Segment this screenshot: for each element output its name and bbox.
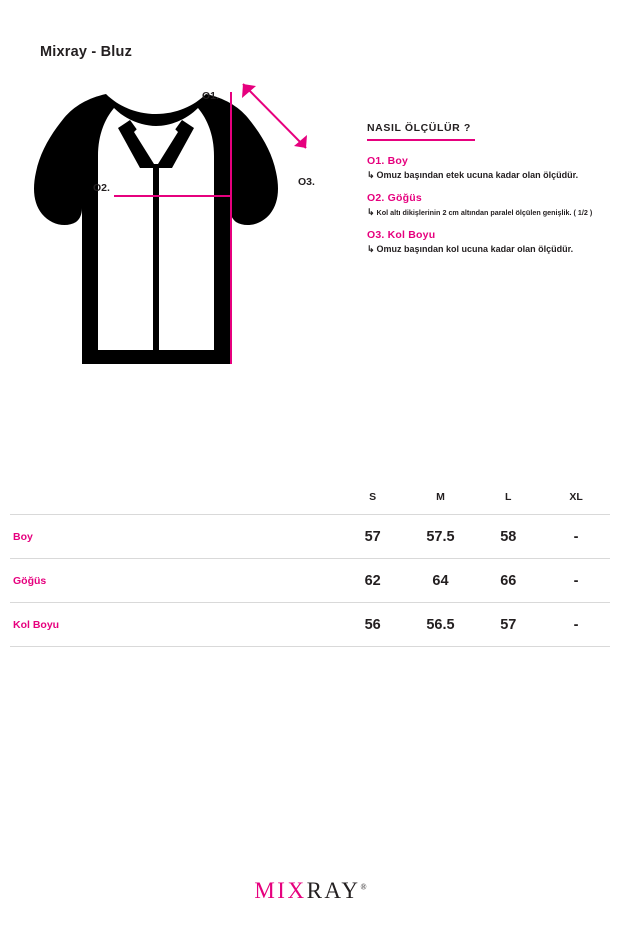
brand-logo-ray: RAY (306, 878, 361, 903)
callout-02-label: O2. (93, 182, 110, 194)
cell-boy-m: 57.5 (426, 528, 455, 545)
cell-gogus-s: 62 (364, 572, 381, 589)
cell-kol-boyu-m: 56.5 (426, 616, 455, 633)
hook-arrow-icon: ↳ (367, 207, 375, 217)
cell-boy-l: 58 (500, 528, 517, 545)
howto-label-boy: O1. Boy (367, 155, 409, 167)
table-corner-cell (10, 480, 339, 515)
row-label-gogus: Göğüs (13, 574, 47, 587)
callout-01-label: O1. (202, 90, 219, 102)
howto-item-boy (367, 155, 621, 181)
column-header-m: M (436, 491, 445, 503)
cell-boy-xl: - (573, 528, 579, 545)
howto-desc-boy: ↳ Omuz başından etek ucuna kadar olan ölçüdür. (367, 170, 579, 180)
howto-item-kol-boyu (367, 229, 621, 255)
table-row (10, 515, 610, 559)
page-title: Mixray - Bluz (40, 44, 133, 60)
hook-arrow-icon: ↳ (367, 170, 375, 180)
row-label-kol-boyu: Kol Boyu (13, 618, 60, 631)
table-row (10, 603, 610, 647)
hook-arrow-icon: ↳ (367, 244, 375, 254)
how-to-measure-heading: NASIL ÖLÇÜLÜR ? (367, 122, 475, 141)
howto-label-kol-boyu: O3. Kol Boyu (367, 229, 436, 241)
cell-gogus-m: 64 (432, 572, 449, 589)
table-header-row (10, 480, 610, 515)
cell-gogus-l: 66 (500, 572, 517, 589)
column-header-l: L (505, 491, 512, 503)
cell-boy-s: 57 (364, 528, 381, 545)
size-table-head (10, 480, 610, 515)
howto-label-gogus: O2. Göğüs (367, 192, 422, 204)
brand-logo-mix: MIX (254, 878, 307, 903)
placket-line (153, 164, 159, 350)
row-label-boy: Boy (13, 530, 33, 543)
cell-kol-boyu-l: 57 (500, 616, 517, 633)
cell-kol-boyu-xl: - (573, 616, 579, 633)
table-bottom-divider (10, 646, 610, 647)
how-to-measure-panel (367, 118, 621, 266)
callout-03-label: O3. (298, 176, 315, 188)
cell-kol-boyu-s: 56 (364, 616, 381, 633)
column-header-s: S (369, 491, 377, 503)
howto-desc-kol-boyu: ↳ Omuz başından kol ucuna kadar olan ölçüdür. (367, 244, 574, 254)
size-table-body (10, 515, 610, 647)
column-header-xl: XL (569, 491, 583, 503)
registered-mark: ® (360, 882, 367, 892)
howto-desc-gogus: ↳ Kol altı dikişlerinin 2 cm altından paralel ölçülen genişlik. ( 1/2 ) (367, 207, 593, 217)
cell-gogus-xl: - (573, 572, 579, 589)
table-row (10, 559, 610, 603)
brand-logo (0, 878, 621, 904)
howto-item-gogus (367, 192, 621, 218)
garment-illustration (18, 72, 348, 382)
size-table (10, 480, 610, 646)
